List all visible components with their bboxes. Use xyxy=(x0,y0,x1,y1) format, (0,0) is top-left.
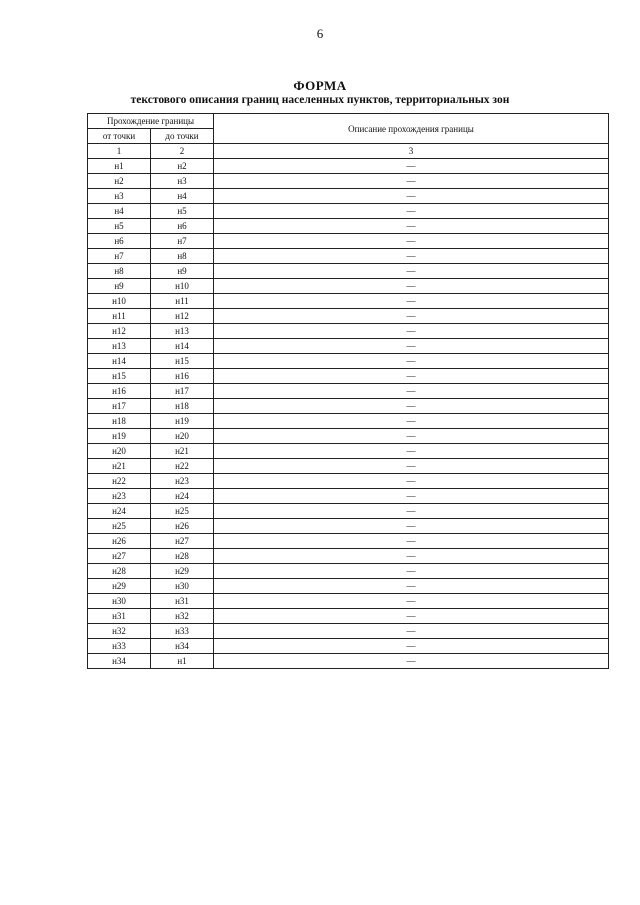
cell-from-point: н2 xyxy=(88,174,151,189)
table-header xyxy=(88,114,609,159)
cell-to-point: н34 xyxy=(151,639,214,654)
table-row xyxy=(88,279,609,294)
cell-from-point: н7 xyxy=(88,249,151,264)
cell-from-point: н29 xyxy=(88,579,151,594)
table-row xyxy=(88,309,609,324)
cell-from-point: н21 xyxy=(88,459,151,474)
table-row xyxy=(88,624,609,639)
table-row xyxy=(88,519,609,534)
table-row xyxy=(88,609,609,624)
cell-to-point: н3 xyxy=(151,174,214,189)
page-number: 6 xyxy=(316,26,324,41)
table-row xyxy=(88,189,609,204)
cell-description: — xyxy=(214,519,609,534)
table-row xyxy=(88,234,609,249)
header-col-number-1: 1 xyxy=(88,144,151,159)
cell-to-point: н20 xyxy=(151,429,214,444)
cell-to-point: н15 xyxy=(151,354,214,369)
cell-from-point: н34 xyxy=(88,654,151,669)
cell-description: — xyxy=(214,369,609,384)
cell-from-point: н25 xyxy=(88,519,151,534)
cell-description: — xyxy=(214,204,609,219)
header-from-point: от точки xyxy=(88,129,151,144)
cell-to-point: н24 xyxy=(151,489,214,504)
cell-from-point: н18 xyxy=(88,414,151,429)
cell-from-point: н15 xyxy=(88,369,151,384)
cell-from-point: н23 xyxy=(88,489,151,504)
cell-to-point: н12 xyxy=(151,309,214,324)
cell-to-point: н31 xyxy=(151,594,214,609)
cell-from-point: н1 xyxy=(88,159,151,174)
table-row xyxy=(88,639,609,654)
cell-description: — xyxy=(214,339,609,354)
cell-description: — xyxy=(214,444,609,459)
cell-to-point: н9 xyxy=(151,264,214,279)
table-row xyxy=(88,264,609,279)
cell-to-point: н6 xyxy=(151,219,214,234)
cell-from-point: н13 xyxy=(88,339,151,354)
cell-to-point: н7 xyxy=(151,234,214,249)
cell-description: — xyxy=(214,414,609,429)
table-row xyxy=(88,399,609,414)
cell-description: — xyxy=(214,294,609,309)
table-row xyxy=(88,594,609,609)
cell-description: — xyxy=(214,189,609,204)
table-row xyxy=(88,654,609,669)
cell-from-point: н31 xyxy=(88,609,151,624)
cell-from-point: н19 xyxy=(88,429,151,444)
cell-description: — xyxy=(214,219,609,234)
cell-from-point: н33 xyxy=(88,639,151,654)
header-description: Описание прохождения границы xyxy=(214,114,609,144)
cell-description: — xyxy=(214,384,609,399)
table-row xyxy=(88,219,609,234)
cell-to-point: н1 xyxy=(151,654,214,669)
cell-to-point: н14 xyxy=(151,339,214,354)
cell-description: — xyxy=(214,324,609,339)
cell-description: — xyxy=(214,174,609,189)
cell-description: — xyxy=(214,159,609,174)
table-row xyxy=(88,174,609,189)
cell-description: — xyxy=(214,309,609,324)
table-row xyxy=(88,249,609,264)
table-row xyxy=(88,294,609,309)
cell-from-point: н26 xyxy=(88,534,151,549)
cell-to-point: н28 xyxy=(151,549,214,564)
cell-description: — xyxy=(214,234,609,249)
cell-from-point: н5 xyxy=(88,219,151,234)
cell-to-point: н16 xyxy=(151,369,214,384)
cell-to-point: н8 xyxy=(151,249,214,264)
cell-from-point: н12 xyxy=(88,324,151,339)
cell-to-point: н10 xyxy=(151,279,214,294)
cell-to-point: н11 xyxy=(151,294,214,309)
form-title: ФОРМА xyxy=(293,78,347,93)
cell-to-point: н33 xyxy=(151,624,214,639)
cell-to-point: н29 xyxy=(151,564,214,579)
cell-from-point: н16 xyxy=(88,384,151,399)
cell-to-point: н5 xyxy=(151,204,214,219)
table-row xyxy=(88,549,609,564)
cell-from-point: н17 xyxy=(88,399,151,414)
cell-to-point: н32 xyxy=(151,609,214,624)
table-row xyxy=(88,324,609,339)
table-row xyxy=(88,369,609,384)
table-row xyxy=(88,564,609,579)
cell-description: — xyxy=(214,489,609,504)
cell-from-point: н8 xyxy=(88,264,151,279)
cell-description: — xyxy=(214,609,609,624)
table-row xyxy=(88,384,609,399)
table-row xyxy=(88,459,609,474)
cell-from-point: н30 xyxy=(88,594,151,609)
table-row xyxy=(88,444,609,459)
cell-to-point: н23 xyxy=(151,474,214,489)
table-body xyxy=(88,159,609,669)
cell-description: — xyxy=(214,534,609,549)
table-row xyxy=(88,474,609,489)
table-row xyxy=(88,429,609,444)
cell-description: — xyxy=(214,654,609,669)
cell-description: — xyxy=(214,459,609,474)
cell-to-point: н25 xyxy=(151,504,214,519)
cell-from-point: н24 xyxy=(88,504,151,519)
cell-to-point: н27 xyxy=(151,534,214,549)
cell-from-point: н22 xyxy=(88,474,151,489)
cell-to-point: н17 xyxy=(151,384,214,399)
cell-description: — xyxy=(214,474,609,489)
cell-description: — xyxy=(214,504,609,519)
cell-description: — xyxy=(214,639,609,654)
table-row xyxy=(88,489,609,504)
cell-from-point: н11 xyxy=(88,309,151,324)
cell-description: — xyxy=(214,579,609,594)
header-col-number-3: 3 xyxy=(214,144,609,159)
cell-to-point: н2 xyxy=(151,159,214,174)
cell-description: — xyxy=(214,624,609,639)
table-row xyxy=(88,159,609,174)
table-row xyxy=(88,354,609,369)
boundary-table xyxy=(87,113,609,669)
cell-description: — xyxy=(214,429,609,444)
cell-from-point: н10 xyxy=(88,294,151,309)
table-row xyxy=(88,339,609,354)
cell-from-point: н28 xyxy=(88,564,151,579)
header-boundary-passage: Прохождение границы xyxy=(88,114,214,129)
cell-description: — xyxy=(214,594,609,609)
table-row xyxy=(88,204,609,219)
cell-from-point: н9 xyxy=(88,279,151,294)
cell-from-point: н4 xyxy=(88,204,151,219)
cell-from-point: н6 xyxy=(88,234,151,249)
cell-from-point: н14 xyxy=(88,354,151,369)
cell-to-point: н22 xyxy=(151,459,214,474)
cell-description: — xyxy=(214,354,609,369)
cell-to-point: н21 xyxy=(151,444,214,459)
header-col-number-2: 2 xyxy=(151,144,214,159)
cell-to-point: н13 xyxy=(151,324,214,339)
table-row xyxy=(88,534,609,549)
cell-from-point: н27 xyxy=(88,549,151,564)
cell-from-point: н3 xyxy=(88,189,151,204)
cell-from-point: н32 xyxy=(88,624,151,639)
cell-to-point: н19 xyxy=(151,414,214,429)
cell-description: — xyxy=(214,564,609,579)
table-row xyxy=(88,504,609,519)
cell-description: — xyxy=(214,264,609,279)
cell-description: — xyxy=(214,399,609,414)
table-row xyxy=(88,579,609,594)
cell-description: — xyxy=(214,249,609,264)
cell-to-point: н18 xyxy=(151,399,214,414)
table-row xyxy=(88,414,609,429)
cell-description: — xyxy=(214,549,609,564)
form-subtitle: текстового описания границ населенных пунктов, территориальных зон xyxy=(130,94,510,106)
cell-from-point: н20 xyxy=(88,444,151,459)
cell-to-point: н26 xyxy=(151,519,214,534)
cell-to-point: н30 xyxy=(151,579,214,594)
cell-description: — xyxy=(214,279,609,294)
cell-to-point: н4 xyxy=(151,189,214,204)
header-to-point: до точки xyxy=(151,129,214,144)
